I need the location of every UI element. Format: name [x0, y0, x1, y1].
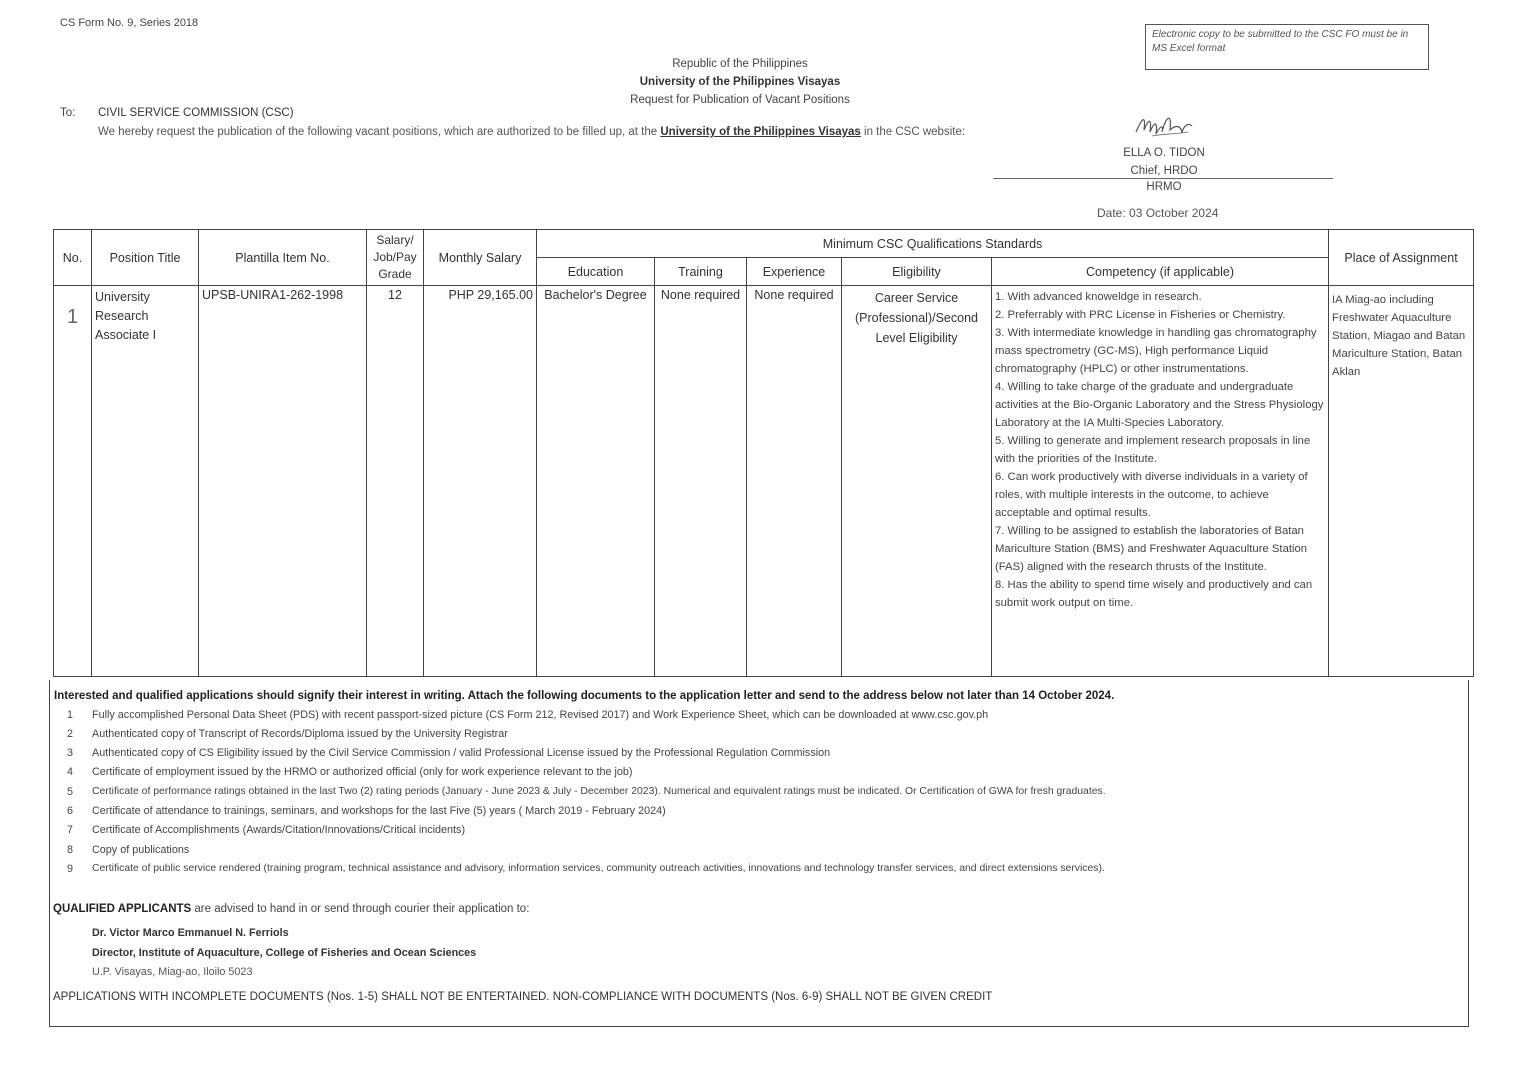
requirement-number: 7 [67, 824, 74, 836]
cell-salary: PHP 29,165.00 [424, 286, 537, 677]
document-header [540, 55, 940, 109]
competency-item: 7. Willing to be assigned to establish the laboratories of Batan Mariculture Station (BMS) and Freshwater Aquaculture Station (FAS) aligned with the research thrusts of the Institute. [995, 525, 1308, 573]
cell-plantilla: UPSB-UNIRA1-262-1998 [199, 286, 367, 677]
header-competency: Competency (if applicable) [992, 258, 1329, 286]
requirement-number: 1 [67, 709, 74, 721]
competency-item: 2. Preferrably with PRC License in Fisheries or Chemistry. [995, 309, 1286, 321]
requirement-text: Certificate of public service rendered (training program, technical assistance and advisory, information services, community outreach activities, innovations and technology transfer services, and direct extensions services). [92, 863, 1105, 874]
signatory-office: HRMO [1146, 181, 1182, 193]
vacant-positions-table [53, 229, 1474, 677]
document-title: Request for Publication of Vacant Positions [630, 94, 850, 106]
request-university: University of the Philippines Visayas [660, 126, 861, 138]
competency-item: 1. With advanced knoweldge in research. [995, 291, 1202, 303]
signature-line [993, 178, 1333, 179]
cell-position-title: University Research Associate I [92, 286, 199, 677]
competency-item: 8. Has the ability to spend time wisely and productively and can submit work output on time. [995, 579, 1313, 609]
cell-no: 1 [54, 286, 92, 677]
header-training: Training [655, 258, 747, 286]
table-row [54, 286, 1474, 677]
cell-training: None required [655, 286, 747, 677]
header-plantilla: Plantilla Item No. [199, 230, 367, 286]
competency-item: 4. Willing to take charge of the graduate and undergraduate activities at the Bio-Organic Laboratory and the Stress Physiology Laboratory at the IA Multi-Species Laboratory. [995, 381, 1324, 429]
header-salary-grade: Salary/ Job/Pay Grade [367, 230, 424, 286]
requirement-number: 2 [67, 728, 74, 740]
university-name: University of the Philippines Visayas [639, 76, 841, 88]
header-monthly-salary: Monthly Salary [424, 230, 537, 286]
header-place: Place of Assignment [1329, 230, 1474, 286]
cell-grade: 12 [367, 286, 424, 677]
requirement-text: Authenticated copy of Transcript of Records/Diploma issued by the University Registrar [92, 728, 508, 740]
requirement-number: 4 [67, 766, 74, 778]
header-experience: Experience [747, 258, 842, 286]
requirement-number: 6 [67, 805, 74, 817]
qualified-applicants-note [53, 903, 529, 915]
cell-competency [992, 286, 1329, 677]
signatory-block [1094, 144, 1234, 180]
signature-mark [1132, 108, 1196, 142]
requirement-number: 9 [67, 863, 74, 875]
competency-item: 6. Can work productively with diverse individuals in a variety of roles, with multiple interests in the outcome, to achieve acceptable and optimal results. [995, 471, 1308, 519]
qualified-applicants-text: are advised to hand in or send through courier their application to: [191, 903, 530, 915]
to-label: To: [60, 107, 76, 119]
competency-item: 5. Willing to generate and implement research proposals in line with the priorities of the Institute. [995, 435, 1311, 465]
header-position-title: Position Title [92, 230, 199, 286]
republic-line: Republic of the Philippines [672, 58, 808, 70]
excel-format-note: Electronic copy to be submitted to the CSC FO must be in MS Excel format [1145, 24, 1429, 70]
request-suffix: in the CSC website: [860, 126, 966, 138]
instructions-intro: Interested and qualified applications should signify their interest in writing. Attach the following documents to the application letter and send to the address below not later than 14 October 2024. [54, 690, 1115, 702]
request-statement [98, 126, 965, 138]
form-number: CS Form No. 9, Series 2018 [60, 17, 199, 29]
competency-item: 3. With intermediate knowledge in handling gas chromatography mass spectrometry (GC-MS), High performance Liquid chromatography (HPLC) or other instrumentations. [995, 327, 1317, 375]
requirement-text: Certificate of performance ratings obtained in the last Two (2) rating periods (January - June 2023 & July - December 2023). Numerical and equivalent ratings must be indicated. Or Certification of GWA for fresh graduates. [92, 786, 1106, 797]
requirement-text: Authenticated copy of CS Eligibility issued by the Civil Service Commission / valid Professional License issued by the Professional Regulation Commission [92, 747, 831, 759]
requirement-text: Fully accomplished Personal Data Sheet (PDS) with recent passport-sized picture (CS Form 212, Revised 2017) and Work Experience Sheet, which can be downloaded at www.csc.gov.ph [92, 709, 989, 721]
header-no: No. [54, 230, 92, 286]
signatory-position: Chief, HRDO [1130, 165, 1198, 177]
addressee-name: Dr. Victor Marco Emmanuel N. Ferriols [92, 927, 289, 939]
requirement-text: Copy of publications [92, 844, 190, 856]
request-date: Date: 03 October 2024 [1097, 206, 1219, 220]
addressee-address: U.P. Visayas, Miag-ao, Iloilo 5023 [92, 966, 253, 978]
header-eligibility: Eligibility [842, 258, 992, 286]
cell-experience: None required [747, 286, 842, 677]
addressee-title: Director, Institute of Aquaculture, College of Fisheries and Ocean Sciences [92, 947, 477, 959]
cell-education: Bachelor's Degree [537, 286, 655, 677]
requirement-number: 8 [67, 844, 74, 856]
cell-place: IA Miag-ao including Freshwater Aquaculture Station, Miagao and Batan Mariculture Station, Batan Aklan [1329, 286, 1474, 677]
incomplete-documents-warning: APPLICATIONS WITH INCOMPLETE DOCUMENTS (Nos. 1-5) SHALL NOT BE ENTERTAINED. NON-COMPLIANCE WITH DOCUMENTS (Nos. 6-9) SHALL NOT BE GIVEN CREDIT [53, 991, 993, 1003]
requirement-text: Certificate of employment issued by the HRMO or authorized official (only for work experience relevant to the job) [92, 766, 633, 778]
requirement-text: Certificate of Accomplishments (Awards/Citation/Innovations/Critical incidents) [92, 824, 466, 836]
cell-eligibility: Career Service (Professional)/Second Level Eligibility [842, 286, 992, 677]
requirement-number: 3 [67, 747, 74, 759]
request-prefix: We hereby request the publication of the following vacant positions, which are authorized to be filled up, at the [98, 126, 661, 138]
signatory-name: ELLA O. TIDON [1123, 147, 1205, 159]
requirement-text: Certificate of attendance to trainings, seminars, and workshops for the last Five (5) years ( March 2019 - February 2024) [92, 805, 666, 817]
recipient-name: CIVIL SERVICE COMMISSION (CSC) [98, 107, 294, 119]
qualified-applicants-label: QUALIFIED APPLICANTS [53, 903, 192, 915]
requirement-number: 5 [67, 786, 74, 798]
header-qualifications: Minimum CSC Qualifications Standards [537, 230, 1329, 258]
header-education: Education [537, 258, 655, 286]
